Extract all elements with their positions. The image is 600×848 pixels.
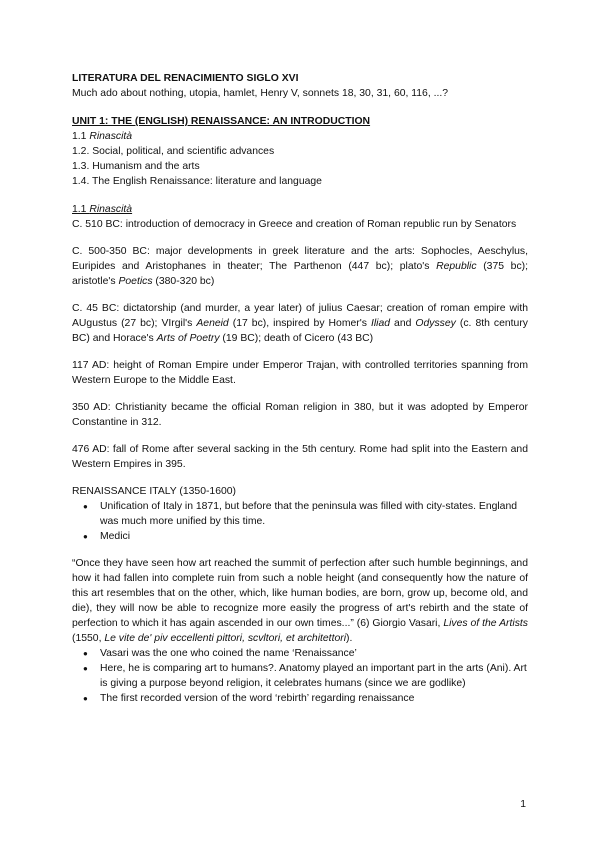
timeline-entry: C. 510 BC: introduction of democracy in Greece and creation of Roman republic run by Senators (72, 219, 517, 230)
timeline-entry: 476 AD: fall of Rome after several sacking in the 5th century. Rome had split into the Eastern and Western Empires in 395. (72, 444, 528, 470)
unit-heading: UNIT 1: THE (ENGLISH) RENAISSANCE: AN INTRODUCTION (72, 116, 371, 127)
section-heading: 1.1 Rinascità (72, 204, 133, 215)
document-title: LITERATURA DEL RENACIMIENTO SIGLO XVI (72, 73, 299, 84)
vasari-quote: “Once they have seen how art reached the summit of perfection after such humble beginnings, and how it had fallen into complete ruin from such a noble height (and consequently how the nature of this art resembles that on the other, which, like human bodies, are born, grow up, become old, and die), they will now be able to recognize more easily the progress of art's rebirth and the state of perfection to which it has again ascended in our own times...” (6) Giorgio Vasari, Lives of the Artists (1550, Le vite de' piv eccellenti pittori, scvltori, et architettori). (72, 558, 528, 644)
list-item: ● Medici (100, 529, 528, 544)
list-item: ● Vasari was the one who coined the name ‘Renaissance’ (100, 646, 528, 661)
toc-item: 1.1 Rinascità (72, 131, 133, 142)
italy-list (72, 499, 528, 544)
toc-item: 1.3. Humanism and the arts (72, 161, 200, 172)
timeline-entry: 117 AD: height of Roman Empire under Emperor Trajan, with controlled territories spanning from Western Europe to the Middle East. (72, 360, 528, 386)
page-number: 1 (520, 799, 526, 810)
document-page (72, 71, 528, 706)
toc-item: 1.2. Social, political, and scientific advances (72, 146, 275, 157)
toc-item: 1.4. The English Renaissance: literature and language (72, 176, 322, 187)
list-item: ● Unification of Italy in 1871, but before that the peninsula was filled with city-states. England was much more unified by this time. (100, 499, 528, 529)
quote-notes-list (72, 646, 528, 706)
document-subtitle: Much ado about nothing, utopia, hamlet, Henry V, sonnets 18, 30, 31, 60, 116, ...? (72, 88, 449, 99)
timeline-entry: C. 45 BC: dictatorship (and murder, a year later) of julius Caesar; creation of roman empire with AUgustus (27 bc); VIrgil's Aeneid (17 bc), inspired by Homer's Iliad and Odyssey (c. 8th century BC) and Horace's Arts of Poetry (19 BC); death of Cicero (43 BC) (72, 303, 528, 344)
timeline-entry: 350 AD: Christianity became the official Roman religion in 380, but it was adopted by Emperor Constantine in 312. (72, 402, 528, 428)
italy-heading: RENAISSANCE ITALY (1350-1600) (72, 486, 237, 497)
list-item: ● The first recorded version of the word ‘rebirth’ regarding renaissance (100, 691, 528, 706)
timeline-entry: C. 500-350 BC: major developments in greek literature and the arts: Sophocles, Aeschylus, Euripides and Aristophanes in theater; The Parthenon (447 bc); plato's Republic (375 bc); aristotle's Poetics (380-320 bc) (72, 246, 528, 287)
list-item: ● Here, he is comparing art to humans?. Anatomy played an important part in the arts (Ani). Art is giving a purpose beyond religion, it celebrates humans (since we are godlike) (100, 661, 528, 691)
